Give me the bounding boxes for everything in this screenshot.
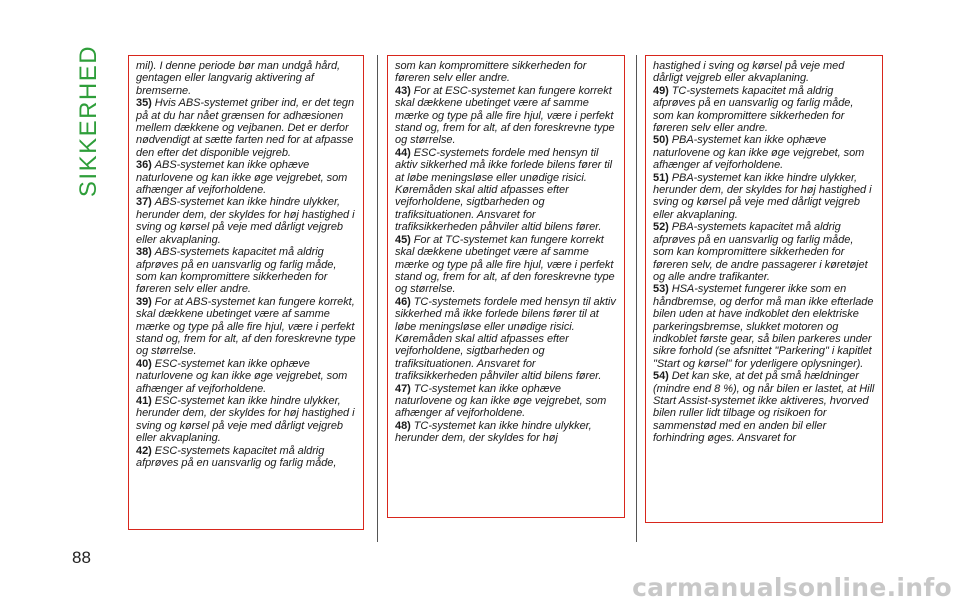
warning-paragraph xyxy=(136,445,357,470)
warning-text: ESC-systemets fordele med hensyn til aktiv sikkerhed må ikke forlede bilens fører til at løbe meningsløse eller unødige risici. Køremåden skal altid afpasses efter vejforholdene, sigtbarheden og trafiksituationen. Ansvaret for trafiksikkerheden påhviler altid bilens fører. xyxy=(395,146,613,234)
warning-number: 39) xyxy=(136,295,152,308)
warning-column-2 xyxy=(387,55,625,525)
warning-number: 44) xyxy=(395,146,411,159)
warning-paragraph xyxy=(136,97,357,159)
column-divider xyxy=(636,55,637,542)
warning-paragraph xyxy=(136,60,357,97)
warning-paragraph xyxy=(395,383,618,420)
warning-paragraph xyxy=(653,370,876,444)
warning-paragraph xyxy=(653,221,876,283)
warning-paragraph xyxy=(395,420,618,445)
warning-text: TC-systemet kan ikke hindre ulykker, herunder dem, der skyldes for høj xyxy=(395,419,592,445)
warning-text: ABS-systemet kan ikke ophæve naturlovene og kan ikke øge vejgrebet, som afhænger af vejforholdene. xyxy=(136,159,348,197)
warning-paragraph xyxy=(653,85,876,135)
warning-number: 45) xyxy=(395,233,411,246)
warning-number: 41) xyxy=(136,394,152,407)
warning-column-1 xyxy=(128,55,364,525)
warning-text: For at ABS-systemet kan fungere korrekt, skal dækkene ubetinget være af samme mærke og type på alle fire hjul, være i perfekt stand og, frem for alt, af den foreskrevne type og størrelse. xyxy=(136,295,356,358)
warning-paragraph xyxy=(136,296,357,358)
warning-paragraph xyxy=(136,358,357,395)
warning-text: ESC-systemet kan ikke ophæve naturlovene og kan ikke øge vejgrebet, som afhænger af vejforholdene. xyxy=(136,357,348,395)
warning-paragraph xyxy=(395,234,618,296)
warning-paragraph xyxy=(395,296,618,383)
warning-paragraph xyxy=(653,134,876,171)
warning-text: For at TC-systemet kan fungere korrekt skal dækkene ubetinget være af samme mærke og type på alle fire hjul, være i perfekt stand og, frem for alt, af den foreskrevne type og størrelse. xyxy=(395,233,615,296)
warning-text: hastighed i sving og kørsel på veje med dårligt vejgreb eller akvaplaning. xyxy=(653,60,845,85)
warning-number: 54) xyxy=(653,370,669,383)
warning-paragraph xyxy=(136,196,357,246)
warning-number: 43) xyxy=(395,84,411,97)
warning-text: ESC-systemets kapacitet må aldrig afprøves på en uansvarlig og farlig måde, xyxy=(136,444,337,469)
warning-number: 53) xyxy=(653,283,669,296)
warning-number: 47) xyxy=(395,382,411,395)
warning-text: som kan kompromittere sikkerheden for føreren selv eller andre. xyxy=(395,60,587,85)
warning-number: 42) xyxy=(136,444,152,457)
warning-paragraph xyxy=(653,60,876,85)
warning-paragraph xyxy=(395,60,618,85)
warning-number: 40) xyxy=(136,357,152,370)
warning-box xyxy=(645,55,883,523)
warning-text: TC-systemets kapacitet må aldrig afprøves på en uansvarlig og farlig måde, som kan kompromittere sikkerheden for føreren selv eller andre. xyxy=(653,84,854,135)
warning-box xyxy=(387,55,625,518)
warning-number: 38) xyxy=(136,246,152,259)
warning-text: ABS-systemet kan ikke hindre ulykker, herunder dem, der skyldes for høj hastighed i sving og kørsel på veje med dårligt vejgreb eller akvaplaning. xyxy=(136,196,355,246)
warning-number: 37) xyxy=(136,196,152,209)
warning-paragraph xyxy=(395,147,618,234)
warning-paragraph xyxy=(136,246,357,296)
warning-paragraph xyxy=(653,172,876,222)
warning-box xyxy=(128,55,364,530)
warning-text: PBA-systemets kapacitet må aldrig afprøves på en uansvarlig og farlig måde, som kan kompromittere sikkerheden for føreren selv, de andre passagerer i køretøjet og alle andre trafikanter. xyxy=(653,221,868,283)
warning-number: 50) xyxy=(653,134,669,147)
warning-paragraph xyxy=(395,85,618,147)
warning-text: Det kan ske, at det på små hældninger (mindre end 8 %), og når bilen er lastet, at Hill Start Assist-systemet ikke aktiveres, hvorved bilen ruller lidt tilbage og risikoen for sammenstød med en anden bil eller forhindring øges. Ansvaret for xyxy=(653,370,875,445)
warning-paragraph xyxy=(136,395,357,445)
warning-text: TC-systemet kan ikke ophæve naturlovene og kan ikke øge vejgrebet, som afhænger af vejforholdene. xyxy=(395,382,607,420)
warning-number: 51) xyxy=(653,171,669,184)
section-title-text: SIKKERHED xyxy=(75,44,103,197)
warning-number: 49) xyxy=(653,84,669,97)
warning-text: For at ESC-systemet kan fungere korrekt skal dækkene ubetinget være af samme mærke og type på alle fire hjul, være i perfekt stand og, frem for alt, af den foreskrevne type og størrelse. xyxy=(395,84,615,147)
warning-number: 36) xyxy=(136,159,152,172)
warning-text: ABS-systemets kapacitet må aldrig afprøves på en uansvarlig og farlig måde, som kan kompromittere sikkerheden for føreren selv eller andre. xyxy=(136,246,337,296)
section-title xyxy=(66,44,112,197)
page-number: 88 xyxy=(72,548,91,567)
warning-number: 52) xyxy=(653,221,669,234)
warning-text: mil). I denne periode bør man undgå hård, gentagen eller langvarig aktivering af bremserne. xyxy=(136,60,341,97)
warning-text: PBA-systemet kan ikke ophæve naturlovene og kan ikke øge vejgrebet, som afhænger af vejforholdene. xyxy=(653,134,865,172)
warning-number: 35) xyxy=(136,97,152,110)
warning-text: Hvis ABS-systemet griber ind, er det tegn på at du har nået grænsen for adhæsionen mellem dækkene og vejbanen. Det er derfor nødvendigt at sætte farten ned for at afpasse den efter det disponible vejgreb. xyxy=(136,97,355,159)
watermark: carmanualsonline.info xyxy=(632,573,952,602)
warning-number: 48) xyxy=(395,419,411,432)
column-divider xyxy=(377,55,378,542)
warning-number: 46) xyxy=(395,295,411,308)
warning-text: ESC-systemet kan ikke hindre ulykker, herunder dem, der skyldes for høj hastighed i sving og kørsel på veje med dårligt vejgreb eller akvaplaning. xyxy=(136,394,355,445)
warning-column-3 xyxy=(645,55,883,525)
warning-text: PBA-systemet kan ikke hindre ulykker, herunder dem, der skyldes for høj hastighed i sving og kørsel på veje med dårligt vejgreb eller akvaplaning. xyxy=(653,171,872,221)
warning-paragraph xyxy=(653,283,876,370)
warning-text: TC-systemets fordele med hensyn til aktiv sikkerhed må ikke forlede bilens fører til at løbe meningsløse eller unødige risici. Køremåden skal altid afpasses efter vejforholdene, sigtbarheden og trafiksituationen. Ansvaret for trafiksikkerheden påhviler altid bilens fører. xyxy=(395,295,616,383)
warning-paragraph xyxy=(136,159,357,196)
warning-text: HSA-systemet fungerer ikke som en håndbremse, og derfor må man ikke efterlade bilen uden at have indkoblet den elektriske parkeringsbremse, slukket motoren og indkoblet første gear, så bilen parkeres under sikre forhold (se afsnittet "Parkering" i kapitlet "Start og kørsel" for yderligere oplysninger). xyxy=(653,283,874,370)
